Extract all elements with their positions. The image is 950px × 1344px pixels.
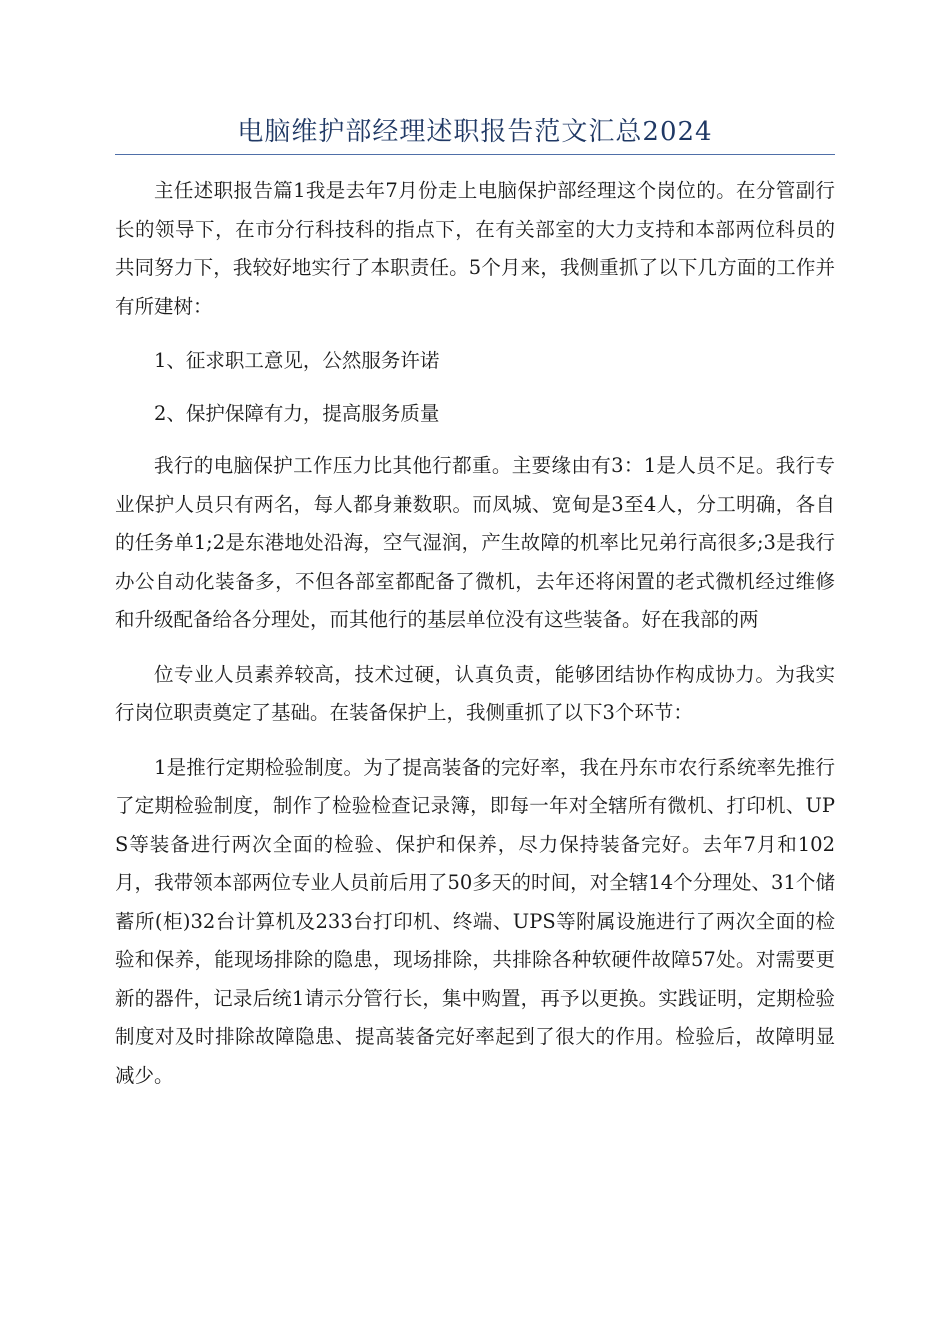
paragraph-item-1: 1、征求职工意见，公然服务许诺	[154, 349, 440, 372]
paragraph-workload: 我行的电脑保护工作压力比其他行都重。主要缘由有3：1是人员不足。我行专业保护人员只有两名，每人都身兼数职。而凤城、宽甸是3至4人，分工明确，各自的任务单1;2是东港地处沿海，空气湿润，产生故障的机率比兄弟行高很多;3是我行办公自动化装备多，不但各部室都配备了微机，去年还将闲置的老式微机经过维修和升级配备给各分理处，而其他行的基层单位没有这些装备。好在我部的两	[115, 454, 835, 631]
paragraph-item-2: 2、保护保障有力，提高服务质量	[154, 401, 440, 425]
document-title: 电脑维护部经理述职报告范文汇总2024	[237, 117, 713, 147]
paragraph-inspection: 1是推行定期检验制度。为了提高装备的完好率，我在丹东市农行系统率先推行了定期检验制度，制作了检验检查记录簿，即每一年对全辖所有微机、打印机、UPS等装备进行两次全面的检验、保护和保养，尽力保持装备完好。去年7月和102月，我带领本部两位专业人员前后用了50多天的时间，对全辖14个分理处、31个储蓄所(柜)32台计算机及233台打印机、终端、UPS等附属设施进行了两次全面的检验和保养，能现场排除的隐患，现场排除，共排除各种软硬件故障57处。对需要更新的器件，记录后统1请示分管行长，集中购置，再予以更换。实践证明，定期检验制度对及时排除故障隐患、提高装备完好率起到了很大的作用。检验后，故障明显减少。	[115, 755, 835, 1087]
paragraph-staff: 位专业人员素养较高，技术过硬，认真负责，能够团结协作构成协力。为我实行岗位职责奠定了基础。在装备保护上，我侧重抓了以下3个环节：	[115, 662, 835, 724]
paragraph-intro: 主任述职报告篇1我是去年7月份走上电脑保护部经理这个岗位的。在分管副行长的领导下，在市分行科技科的指点下，在有关部室的大力支持和本部两位科员的共同努力下，我较好地实行了本职责任。5个月来，我侧重抓了以下几方面的工作并有所建树：	[115, 179, 835, 318]
title-underline	[115, 154, 835, 155]
document-body	[115, 172, 835, 1095]
